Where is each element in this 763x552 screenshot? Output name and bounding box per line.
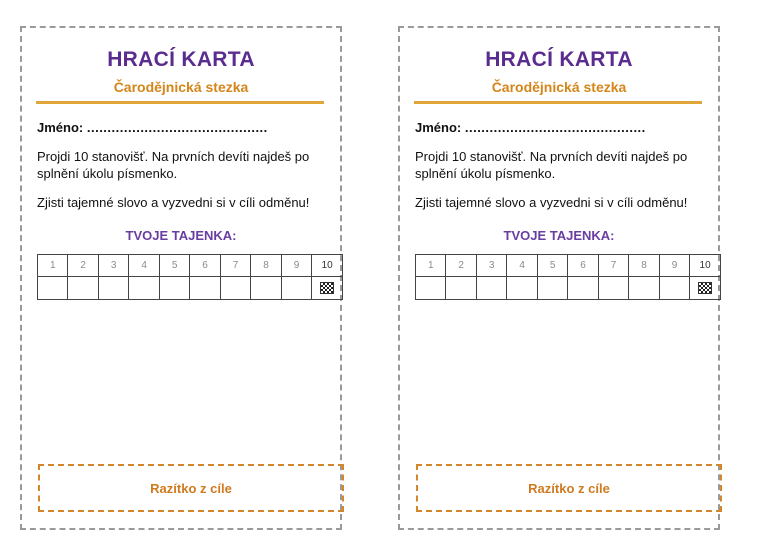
grid-header-cell: 1 xyxy=(416,255,446,277)
letter-box[interactable] xyxy=(568,277,598,300)
grid-header-cell: 3 xyxy=(476,255,506,277)
name-dotted-line: ............................................ xyxy=(464,120,646,135)
grid-header-cell: 1 xyxy=(38,255,68,277)
card-title: HRACÍ KARTA xyxy=(485,48,633,71)
card-subtitle: Čarodějnická stezka xyxy=(113,79,249,95)
finish-stamp-box xyxy=(38,464,344,512)
letter-box[interactable] xyxy=(659,277,689,300)
grid-header-cell: 3 xyxy=(98,255,128,277)
divider xyxy=(36,101,324,104)
tajenka-grid xyxy=(37,254,343,300)
letter-box[interactable] xyxy=(190,277,220,300)
grid-header-cell: 7 xyxy=(220,255,250,277)
finish-stamp-box xyxy=(416,464,722,512)
letter-box[interactable] xyxy=(251,277,281,300)
letter-box[interactable] xyxy=(98,277,128,300)
letter-box[interactable] xyxy=(281,277,311,300)
grid-header-cell: 6 xyxy=(568,255,598,277)
name-field[interactable] xyxy=(415,120,704,135)
name-field[interactable] xyxy=(37,120,326,135)
card-title: HRACÍ KARTA xyxy=(107,48,255,71)
reward-paragraph: Zjisti tajemné slovo a vyzvedni si v cíli odměnu! xyxy=(37,195,310,210)
finish-box xyxy=(690,277,721,300)
grid-header-cell: 8 xyxy=(629,255,659,277)
game-card-left xyxy=(20,26,342,530)
grid-header-cell: 7 xyxy=(598,255,628,277)
divider xyxy=(414,101,702,104)
letter-box[interactable] xyxy=(38,277,68,300)
stamp-label: Razítko z cíle xyxy=(150,480,232,496)
tajenka-heading: TVOJE TAJENKA: xyxy=(125,228,237,243)
checkered-flag-icon xyxy=(698,282,712,294)
letter-box[interactable] xyxy=(598,277,628,300)
grid-header-cell: 5 xyxy=(537,255,567,277)
grid-header-cell: 2 xyxy=(68,255,98,277)
grid-header-cell: 10 xyxy=(312,255,343,277)
grid-header-cell: 4 xyxy=(507,255,537,277)
letter-box[interactable] xyxy=(446,277,476,300)
stamp-label: Razítko z cíle xyxy=(528,480,610,496)
letter-box[interactable] xyxy=(220,277,250,300)
letter-box[interactable] xyxy=(159,277,189,300)
grid-header-cell: 9 xyxy=(659,255,689,277)
grid-header-cell: 9 xyxy=(281,255,311,277)
letter-box[interactable] xyxy=(537,277,567,300)
finish-box xyxy=(312,277,343,300)
letter-box[interactable] xyxy=(507,277,537,300)
tajenka-grid xyxy=(415,254,721,300)
letter-box[interactable] xyxy=(629,277,659,300)
letter-box[interactable] xyxy=(416,277,446,300)
name-dotted-line: ............................................ xyxy=(86,120,268,135)
grid-header-cell: 10 xyxy=(690,255,721,277)
card-subtitle: Čarodějnická stezka xyxy=(491,79,627,95)
grid-header-cell: 5 xyxy=(159,255,189,277)
grid-header-cell: 6 xyxy=(190,255,220,277)
grid-header-cell: 2 xyxy=(446,255,476,277)
instructions-paragraph: Projdi 10 stanovišť. Na prvních devíti najdeš po splnění úkolu písmenko. xyxy=(415,149,688,181)
checkered-flag-icon xyxy=(320,282,334,294)
tajenka-heading: TVOJE TAJENKA: xyxy=(503,228,615,243)
letter-box[interactable] xyxy=(68,277,98,300)
grid-header-cell: 4 xyxy=(129,255,159,277)
game-card-right xyxy=(398,26,720,530)
name-label: Jméno: xyxy=(37,120,84,135)
letter-box[interactable] xyxy=(476,277,506,300)
instructions-paragraph: Projdi 10 stanovišť. Na prvních devíti najdeš po splnění úkolu písmenko. xyxy=(37,149,310,181)
name-label: Jméno: xyxy=(415,120,462,135)
grid-header-cell: 8 xyxy=(251,255,281,277)
letter-box[interactable] xyxy=(129,277,159,300)
reward-paragraph: Zjisti tajemné slovo a vyzvedni si v cíli odměnu! xyxy=(415,195,688,210)
